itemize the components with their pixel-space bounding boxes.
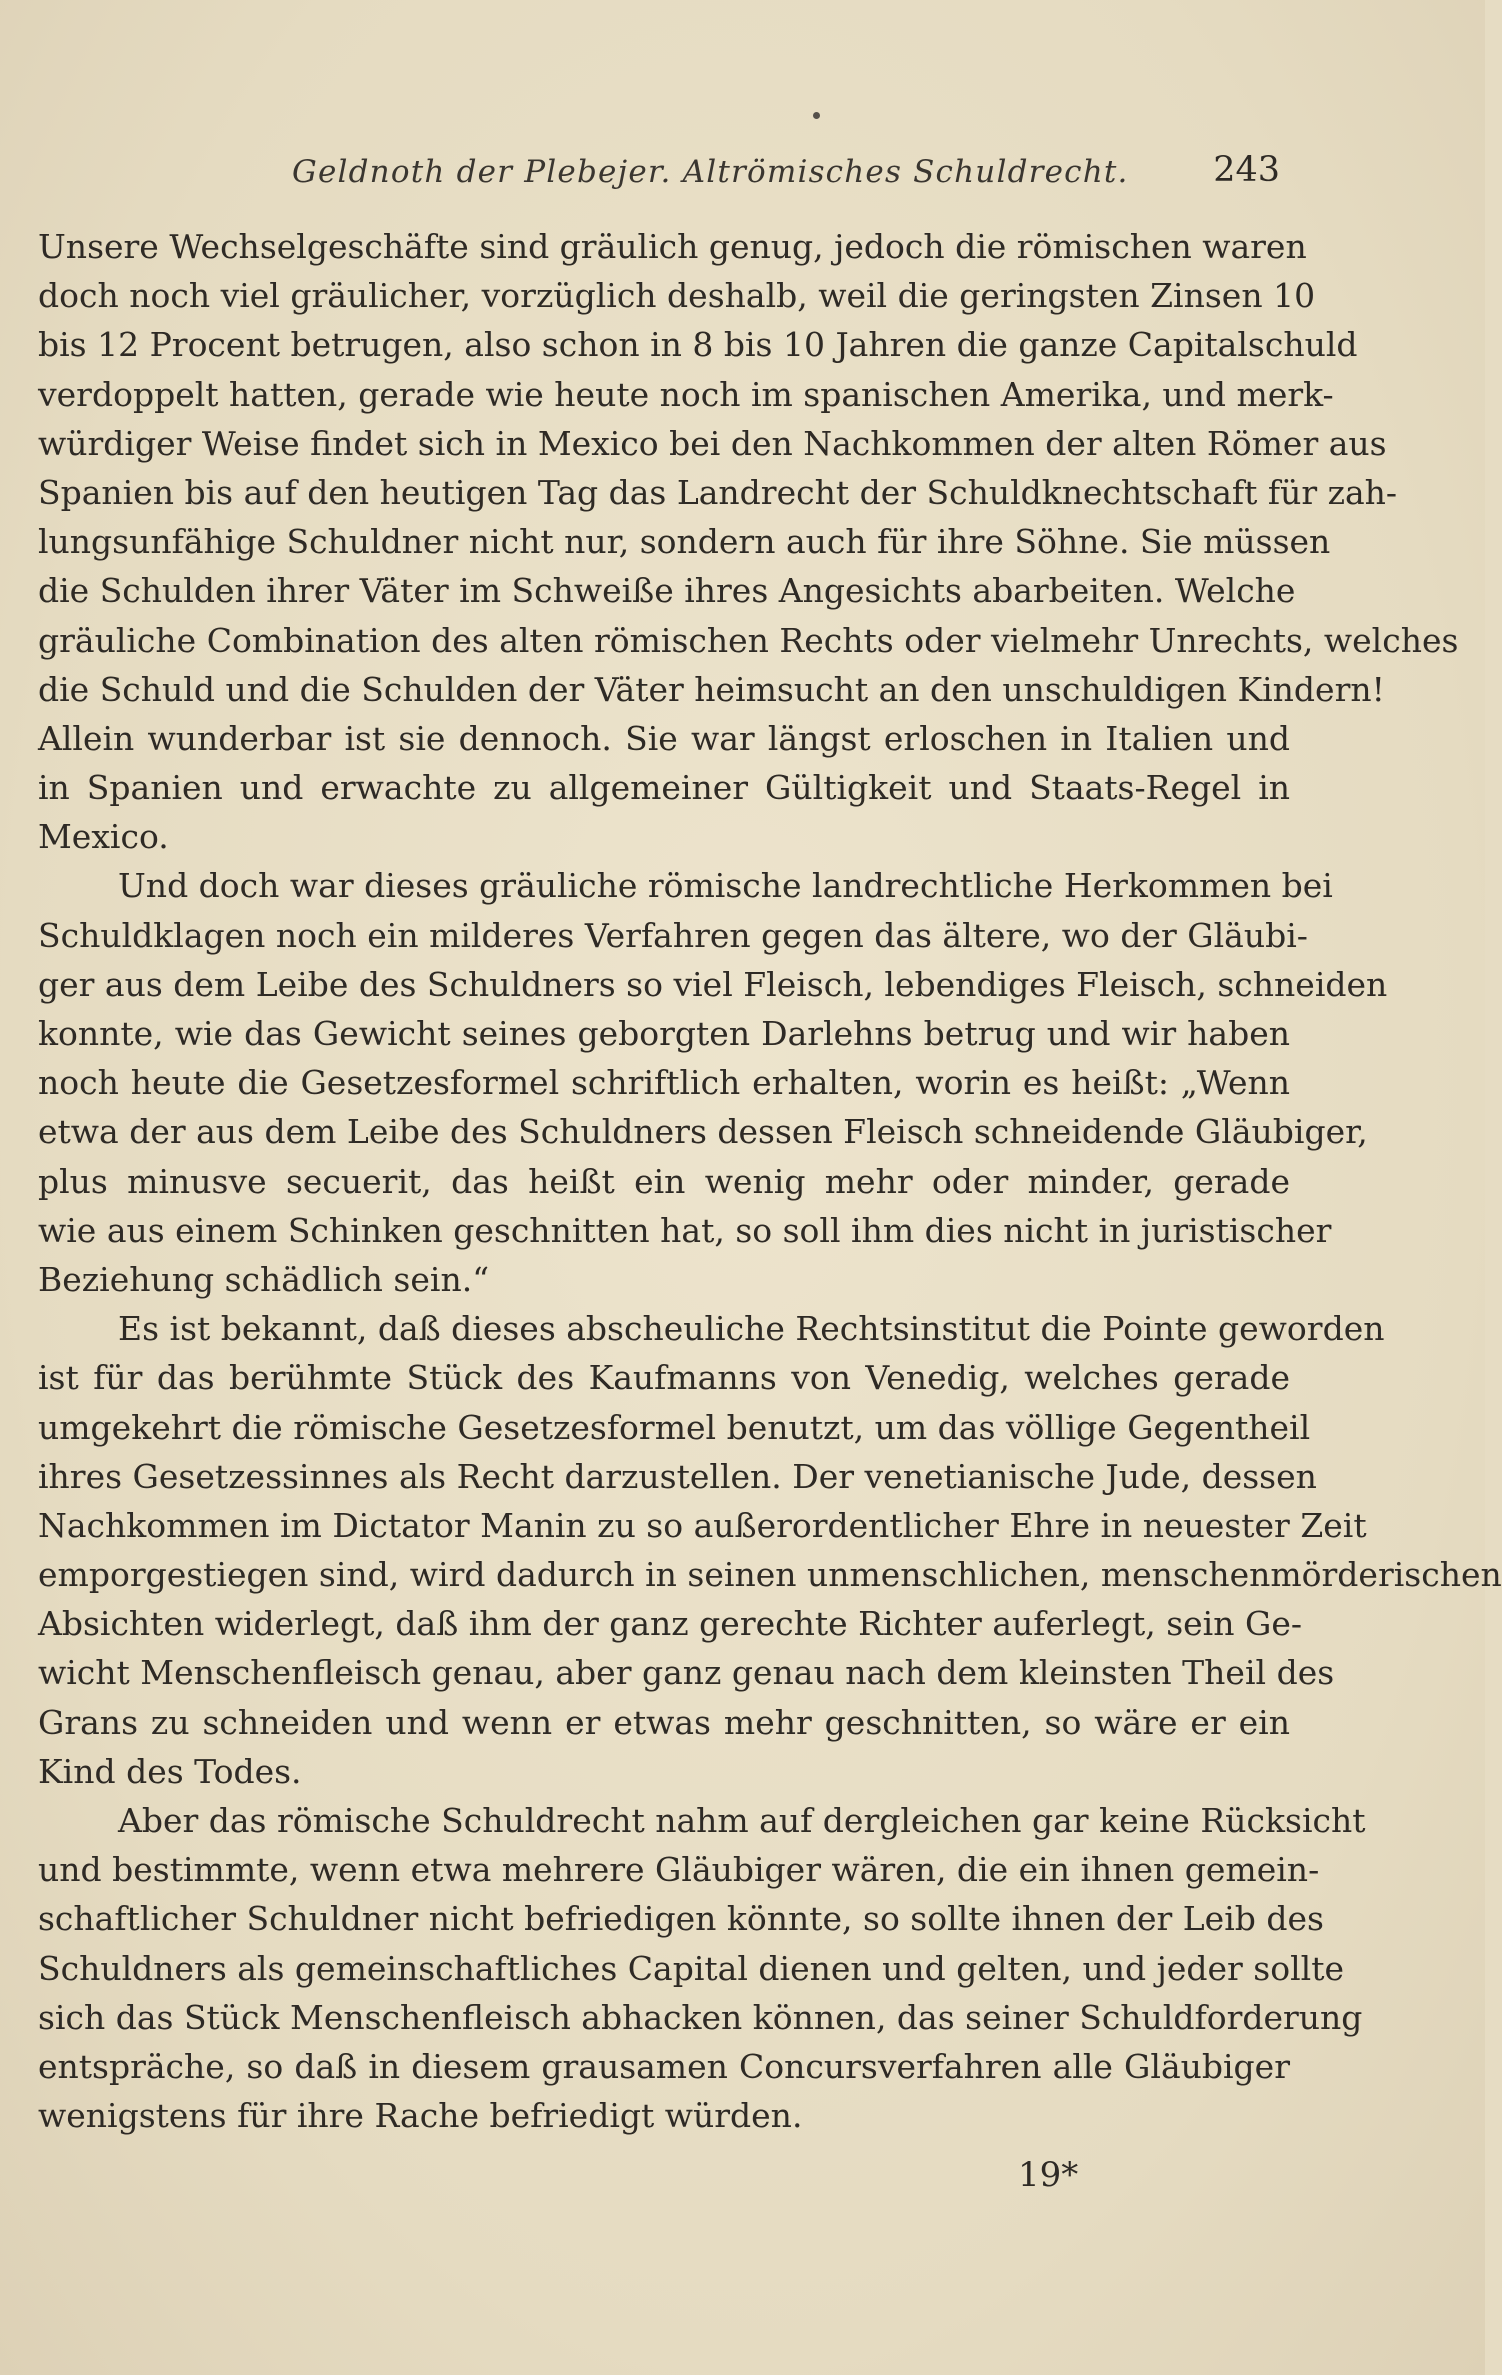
text-line: die Schuld und die Schulden der Väter heimsucht an den unschuldigen Kindern! xyxy=(38,669,1385,709)
paragraph xyxy=(38,1304,1502,1796)
text-line: umgekehrt die römische Gesetzesformel benutzt, um das völlige Gegentheil xyxy=(38,1407,1311,1447)
text-line: Und doch war dieses gräuliche römische landrechtliche Herkommen bei xyxy=(118,866,1333,906)
text-line: Es ist bekannt, daß dieses abscheuliche Rechtsinstitut die Pointe geworden xyxy=(118,1309,1385,1349)
text-line: Schuldners als gemeinschaftliches Capital dienen und gelten, und jeder sollte xyxy=(38,1948,1344,1988)
text-line: verdoppelt hatten, gerade wie heute noch im spanischen Amerika, und merk- xyxy=(38,374,1334,414)
text-line: schaftlicher Schuldner nicht befriedigen könnte, so sollte ihnen der Leib des xyxy=(38,1899,1324,1939)
paragraph xyxy=(38,1796,1366,2140)
text-line: ist für das berühmte Stück des Kaufmanns von Venedig, welches gerade xyxy=(38,1358,1290,1398)
text-line: wenigstens für ihre Rache befriedigt würden. xyxy=(38,2096,803,2136)
text-line: konnte, wie das Gewicht seines geborgten Darlehns betrug und wir haben xyxy=(38,1014,1290,1053)
text-line: ihres Gesetzessinnes als Recht darzustellen. Der venetianische Jude, dessen xyxy=(38,1456,1317,1496)
text-line: Allein wunderbar ist sie dennoch. Sie war längst erloschen in Italien und xyxy=(38,718,1290,758)
text-line: und bestimmte, wenn etwa mehrere Gläubiger wären, die ein ihnen gemein- xyxy=(38,1850,1320,1890)
text-line: lungsunfähige Schuldner nicht nur, sondern auch für ihre Söhne. Sie müssen xyxy=(38,522,1331,562)
text-line: noch heute die Gesetzesformel schriftlich erhalten, worin es heißt: „Wenn xyxy=(38,1063,1290,1103)
text-line: wicht Menschenfleisch genau, aber ganz genau nach dem kleinsten Theil des xyxy=(38,1653,1335,1693)
text-line: emporgestiegen sind, wird dadurch in seinen unmenschlichen, menschenmörderischen xyxy=(38,1555,1502,1595)
text-line: gräuliche Combination des alten römischen Rechts oder vielmehr Unrechts, welches xyxy=(38,620,1459,660)
text-line: die Schulden ihrer Väter im Schweiße ihres Angesichts abarbeiten. Welche xyxy=(38,571,1296,611)
text-line: Spanien bis auf den heutigen Tag das Landrecht der Schuldknechtschaft für zah- xyxy=(38,472,1398,512)
text-line: Grans zu schneiden und wenn er etwas mehr geschnitten, so wäre er ein xyxy=(38,1702,1290,1742)
text-line: ger aus dem Leibe des Schuldners so viel Fleisch, lebendiges Fleisch, schneiden xyxy=(38,964,1388,1004)
text-line: Kind des Todes. xyxy=(38,1751,302,1791)
text-line: doch noch viel gräulicher, vorzüglich deshalb, weil die geringsten Zinsen 10 xyxy=(38,276,1316,316)
text-line: Absichten widerlegt, daß ihm der ganz gerechte Richter auferlegt, sein Ge- xyxy=(38,1604,1303,1644)
text-line: bis 12 Procent betrugen, also schon in 8 bis 10 Jahren die ganze Capitalschuld xyxy=(38,325,1358,365)
text-line: wie aus einem Schinken geschnitten hat, so soll ihm dies nicht in juristischer xyxy=(38,1210,1332,1250)
signature-mark: 19* xyxy=(1018,2155,1079,2195)
running-title: Geldnoth der Plebejer. Altrömisches Schuldrecht. xyxy=(292,154,1129,190)
text-line: in Spanien und erwachte zu allgemeiner Gültigkeit und Staats-Regel in xyxy=(38,768,1290,808)
body-text xyxy=(38,222,1502,2140)
text-line: Unsere Wechselgeschäfte sind gräulich genug, jedoch die römischen waren xyxy=(38,227,1307,266)
text-line: plus minusve secuerit, das heißt ein wenig mehr oder minder, gerade xyxy=(38,1161,1290,1201)
text-line: Mexico. xyxy=(38,817,169,857)
text-line: entspräche, so daß in diesem grausamen Concursverfahren alle Gläubiger xyxy=(38,2046,1290,2086)
text-line: Aber das römische Schuldrecht nahm auf dergleichen gar keine Rücksicht xyxy=(118,1801,1366,1840)
page-number: 243 xyxy=(1213,150,1280,190)
text-line: sich das Stück Menschenfleisch abhacken können, das seiner Schuldforderung xyxy=(38,1997,1363,2037)
paragraph xyxy=(38,861,1388,1304)
paragraph xyxy=(38,222,1459,861)
page-header xyxy=(270,148,1280,198)
ink-speck xyxy=(813,112,820,119)
text-line: Schuldklagen noch ein milderes Verfahren gegen das ältere, wo der Gläubi- xyxy=(38,915,1308,955)
text-line: etwa der aus dem Leibe des Schuldners dessen Fleisch schneidende Gläubiger, xyxy=(38,1112,1368,1152)
text-line: Nachkommen im Dictator Manin zu so außerordentlicher Ehre in neuester Zeit xyxy=(38,1505,1367,1545)
text-line: würdiger Weise findet sich in Mexico bei den Nachkommen der alten Römer aus xyxy=(38,423,1387,463)
text-line: Beziehung schädlich sein.“ xyxy=(38,1259,490,1299)
